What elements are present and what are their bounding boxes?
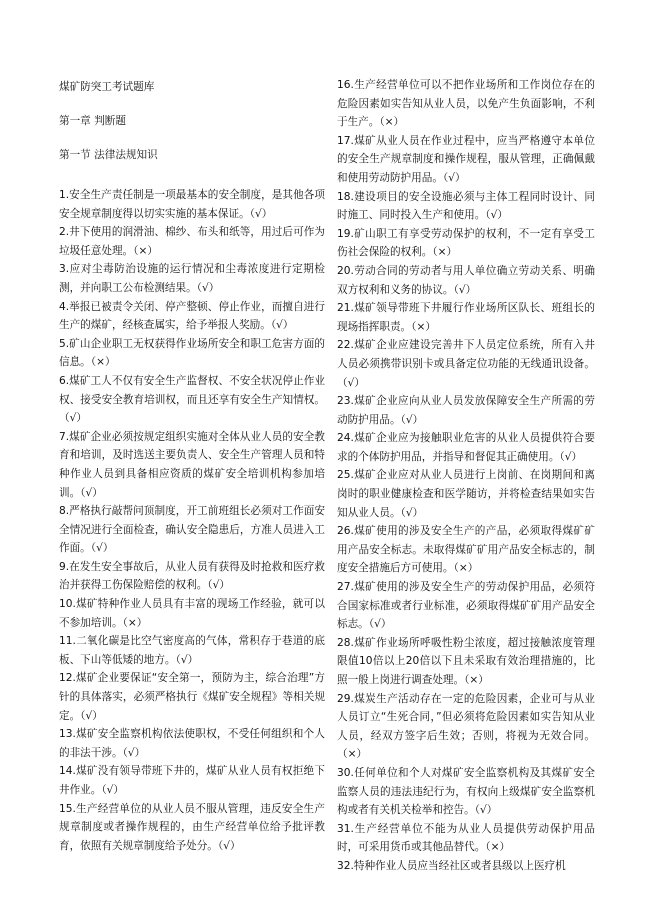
right-question-list xyxy=(337,76,595,876)
question-item: 21.煤矿领导带班下井履行作业场所区队长、班组长的现场指挥职责。（×） xyxy=(337,302,595,333)
question-item: 7.煤矿企业必须按规定组织实施对全体从业人员的安全教育和培训，及时选送主要负责人、安全生产管理人员和特种作业人员到具备相应资质的煤矿安全培训机构参加培训。（√） xyxy=(59,430,325,499)
question-item: 27.煤矿使用的涉及安全生产的劳动保护用品，必须符合国家标准或者行业标准，必须取得煤矿矿用产品安全标志。（√） xyxy=(337,581,595,631)
question-item: 30.任何单位和个人对煤矿安全监察机构及其煤矿安全监察人员的违法违纪行为，有权向上级煤矿安全监察机构或者有关机关检举和控告。（√） xyxy=(337,766,595,817)
question-item: 12.煤矿企业要保证“安全第一，预防为主，综合治理”方针的具体落实，必须严格执行《煤矿安全规程》等相关规定。（√） xyxy=(59,672,325,722)
question-item: 9.在发生安全事故后，从业人员有获得及时抢救和医疗救治并获得工伤保险赔偿的权利。（√） xyxy=(59,560,325,592)
question-item: 25.煤矿企业应对从业人员进行上岗前、在岗期间和离岗时的职业健康检查和医学随访，并将检查结果如实告知从业人员。（√） xyxy=(337,469,595,519)
question-item: 11.二氧化碳是比空气密度高的气体，常积存于巷道的底板、下山等低矮的地方。（√） xyxy=(59,635,325,666)
question-item: 20.劳动合同的劳动者与用人单位确立劳动关系、明确双方权利和义务的协议。（√） xyxy=(337,264,595,296)
chapter-heading: 第一章 判断题 xyxy=(59,115,126,127)
document-title: 煤矿防突工考试题库 xyxy=(59,81,155,93)
question-item: 15.生产经营单位的从业人员不服从管理，违反安全生产规章制度或者操作规程的，由生产经营单位给予批评教育，依照有关规章制度给予处分。（√） xyxy=(59,802,325,852)
right-column xyxy=(337,76,595,876)
question-item: 26.煤矿使用的涉及安全生产的产品，必须取得煤矿矿用产品安全标志。未取得煤矿矿用产品安全标志的，制度安全措施后方可使用。（×） xyxy=(337,525,595,575)
question-item: 14.煤矿没有领导带班下井的，煤矿从业人员有权拒绝下井作业。（√） xyxy=(59,765,325,796)
question-item: 1.安全生产责任制是一项最基本的安全制度，是其他各项安全规章制度得以切实实施的基本保证。（√） xyxy=(59,189,325,220)
question-item: 23.煤矿企业应向从业人员发放保障安全生产所需的劳动防护用品。（√） xyxy=(337,395,595,426)
question-item: 19.矿山职工有享受劳动保护的权利，不一定有享受工伤社会保险的权利。（×） xyxy=(337,227,595,259)
question-item: 29.煤炭生产活动存在一定的危险因素，企业可与从业人员订立“生死合同，”但必须将危险因素如实告知从业人员，经双方签字后生效；否则，将视为无效合同。（×） xyxy=(337,692,595,761)
question-item: 31.生产经营单位不能为从业人员提供劳动保护用品时，可采用货币或其他品替代。（×） xyxy=(337,822,595,854)
section-heading: 第一节 法律法规知识 xyxy=(59,149,158,161)
question-item: 28.煤矿作业场所呼吸性粉尘浓度，超过接触浓度管理限值10倍以上20倍以下且未采取有效治理措施的，比照一般上岗进行调查处理。（×） xyxy=(337,636,595,686)
question-item: 10.煤矿特种作业人员具有丰富的现场工作经验，就可以不参加培训。（×） xyxy=(59,598,325,629)
question-item: 3.应对尘毒防治设施的运行情况和尘毒浓度进行定期检测，并向职工公布检测结果。（√） xyxy=(59,263,325,294)
question-item: 16.生产经营单位可以不把作业场所和工作岗位存在的危险因素如实告知从业人员，以免产生负面影响，不利于生产。（×） xyxy=(337,79,595,129)
question-item: 5.矿山企业职工无权获得作业场所安全和职工危害方面的信息。（×） xyxy=(59,337,325,369)
question-item: 24.煤矿企业应为接触职业危害的从业人员提供符合要求的个体防护用品，并指导和督促其正确使用。（√） xyxy=(337,432,595,463)
question-item: 4.举报已被责令关闭、停产整顿、停止作业，而擅自进行生产的煤矿，经核查属实，给予举报人奖励。（√） xyxy=(59,300,325,332)
question-item: 2.井下使用的润滑油、棉纱、布头和纸等，用过后可作为垃圾任意处理。（×） xyxy=(59,226,325,257)
left-question-list xyxy=(59,186,325,855)
question-item: 8.严格执行敲帮问顶制度，开工前班组长必须对工作面安全情况进行全面检查，确认安全隐患后，方准人员进入工作面。（√） xyxy=(59,505,325,555)
left-column xyxy=(59,76,325,855)
question-item: 32.特种作业人员应当经社区或者县级以上医疗机 xyxy=(337,859,566,872)
question-item: 22.煤矿企业应建设完善井下人员定位系统，所有入井人员必须携带识别卡或具备定位功能的无线通讯设备。（√） xyxy=(337,339,595,389)
question-item: 13.煤矿安全监察机构依法使职权，不受任何组织和个人的非法干涉。（√） xyxy=(59,728,325,759)
question-item: 17.煤矿从业人员在作业过程中，应当严格遵守本单位的安全生产规章制度和操作规程，服从管理，正确佩戴和使用劳动防护用品。（√） xyxy=(337,134,595,184)
question-item: 6.煤矿工人不仅有安全生产监督权、不安全状况停止作业权、接受安全教育培训权，而且还享有安全生产知情权。（√） xyxy=(59,374,325,425)
question-item: 18.建设项目的安全设施必须与主体工程同时设计、同时施工、同时投入生产和使用。（√） xyxy=(337,190,595,222)
